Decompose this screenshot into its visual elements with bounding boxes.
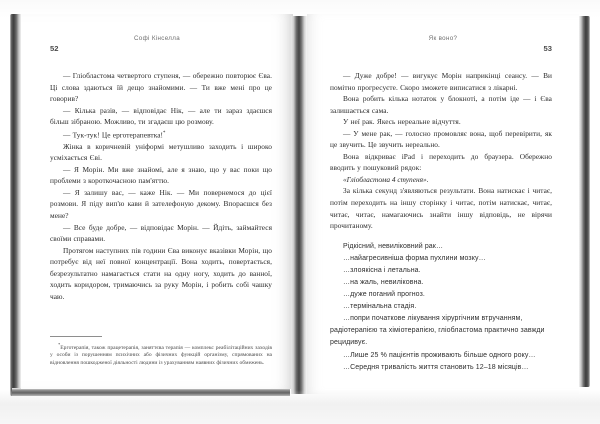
paragraph: — Все буде добре, — відповідає Морін. — Йдіть, займайтеся своїми справами.: [50, 222, 272, 244]
paragraph-with-footnote-ref: [50, 128, 272, 141]
search-query-line: «Гліобластома 4 ступеня».: [343, 174, 429, 184]
book-cover-bottom-edge: [12, 388, 290, 396]
paragraph: — Гліобластома четвертого ступеня, — обережно повторює Єва. Ці слова здаються їй дещо знайомими. — Ти вже мені про це говорив?: [50, 71, 272, 104]
paragraph: Вона відкриває iPad і переходить до браузера. Обережно вводить у пошуковий рядок:: [330, 151, 552, 173]
search-result-item: …Середня тривалість життя становить 12–18 місяців…: [343, 363, 529, 371]
footnote-body: [50, 341, 272, 369]
right-page-text-column: [307, 70, 579, 374]
page-number-left: 52: [50, 44, 59, 53]
footnote-divider: [50, 336, 102, 337]
paragraph: Жінка в коричневій уніформі метушливо заходить і широко усміхається Єві.: [50, 141, 272, 163]
right-page: [307, 14, 579, 394]
right-page-leaf: [307, 14, 579, 394]
left-page-leaf: [21, 14, 293, 389]
paragraph: — У мене рак, — голосно промовляє вона, щоб перевірити, як це звучить. Це звучить нереально.: [330, 128, 552, 150]
left-page-text-column: [21, 70, 293, 302]
open-book: [10, 14, 590, 396]
page-number-right: 53: [543, 44, 552, 53]
footnote-text: Ерготерапія, також працетерапія, заняттєва терапія — комплекс реабілітаційних заходів у особи із порушенням психічних або фізичних функцій організму, спрямованих на відновлення пошкодженої діяльності людини із урахуванням наявних фізичних обмежень.: [50, 344, 272, 367]
paragraph-text: — Тук-тук! Це ерготерапевтка!: [63, 130, 164, 140]
footnote-marker: *: [58, 341, 61, 347]
search-result-item: …на жаль, невиліковна.: [343, 278, 424, 286]
paragraph: За кілька секунд з'являються результати. Вона натискає і читає, потім переходить на іншу сторінку і читає, потім натискає, читає, читає, читає, намагаючись знайти іншу відповідь, не вірячи прочитаному.: [330, 186, 552, 231]
search-result-item: …злоякісна і летальна.: [343, 266, 421, 274]
search-result-item: Рідкісний, невиліковний рак…: [343, 242, 444, 250]
paragraph: — Я залишу вас, — каже Нік. — Ми повернемося до цієї розмови. Я піду вип'ю кави й зателефоную декому. Впораєшся без мене?: [50, 187, 272, 220]
search-result-item: …найагресивніша форма пухлини мозку…: [343, 254, 486, 262]
book-cover-right-edge: [579, 16, 590, 387]
footnote-reference: *: [163, 130, 166, 136]
search-results-list: [330, 241, 552, 374]
footnote-block: [50, 336, 272, 368]
book-spine: [291, 16, 307, 394]
paragraph: — Дуже добре! — вигукує Морін наприкінці сеансу. — Ви помітно прогресуєте. Скоро зможете виписатися з лікарні.: [330, 71, 552, 92]
search-result-item: …термінальна стадія.: [343, 303, 417, 311]
book-cover-left-edge: [10, 14, 21, 396]
paragraph: — Я Морін. Ми вже знайомі, але я знаю, що у вас поки що проблеми з короткочасною пам'яттю.: [50, 164, 272, 186]
search-result-item: …попри початкове лікування хірургічним втручанням, радіотерапією та хіміотерапією, гліобластома практично завжди рецидивує.: [330, 315, 545, 347]
running-head-title: Як воно?: [428, 35, 458, 42]
paragraph: — Кілька разів, — відповідає Нік, — але ти зараз здаєшся більш зібраною. Можливо, ти згадаєш цю розмову.: [50, 105, 272, 127]
running-head-author: Софі Кінселла: [133, 35, 181, 42]
search-result-item: …дуже поганий прогноз.: [343, 291, 425, 299]
left-page: [21, 14, 293, 389]
search-result-item: …Лише 25 % пацієнтів проживають більше одного року…: [343, 351, 536, 359]
paragraph: Вона робить кілька нотаток у блокноті, а потім іде — і Єва залишається сама.: [330, 94, 552, 115]
paragraph: Протягом наступних пів години Єва виконує вказівки Морін, що потребує від неї повної концентрації. Вона ходить, повертається, безрезультатно намагається стати на одну ногу, ходить до ванної, ходить коридором, тримаючись за руку Морін, і робить собі чашку чаю.: [50, 245, 272, 301]
paragraph: У неї рак. Якесь нереальне відчуття.: [343, 117, 461, 127]
